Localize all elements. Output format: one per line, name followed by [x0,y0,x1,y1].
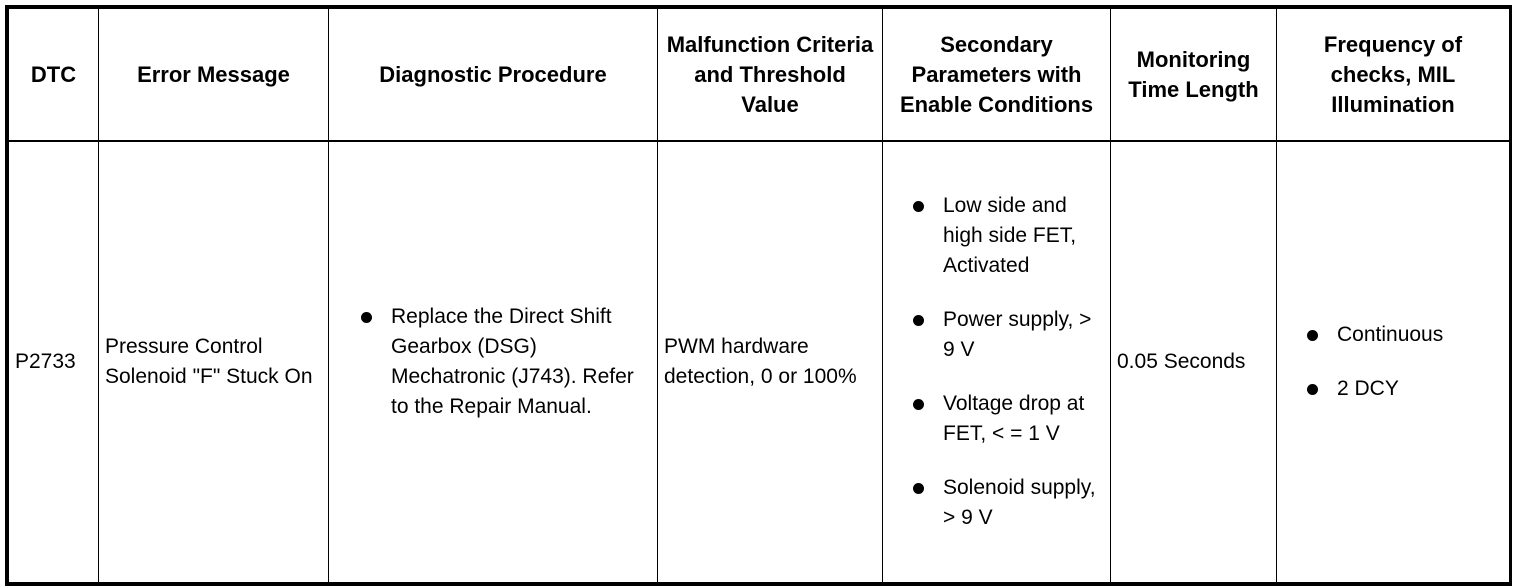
cell-malfunction-criteria: PWM hardware detection, 0 or 100% [658,141,883,583]
cell-dtc: P2733 [9,141,99,583]
list-item: Power supply, > 9 V [899,305,1104,365]
list-item: Voltage drop at FET, < = 1 V [899,389,1104,449]
list-item: Solenoid supply, > 9 V [899,473,1104,533]
list-item: Low side and high side FET, Activated [899,191,1104,281]
cell-diagnostic-procedure [329,141,658,583]
header-secondary-parameters: Secondary Parameters with Enable Conditions [883,9,1111,142]
list-item: Replace the Direct Shift Gearbox (DSG) Mechatronic (J743). Refer to the Repair Manual. [347,302,651,422]
cell-monitoring-time: 0.05 Seconds [1111,141,1277,583]
header-dtc: DTC [9,9,99,142]
header-diagnostic-procedure: Diagnostic Procedure [329,9,658,142]
cell-error-message: Pressure Control Solenoid "F" Stuck On [99,141,329,583]
cell-secondary-parameters [883,141,1111,583]
secondary-parameters-list [889,191,1104,533]
header-frequency: Frequency of checks, MIL Illumination [1277,9,1510,142]
header-monitoring-time: Monitoring Time Length [1111,9,1277,142]
dtc-table-frame [5,5,1512,586]
header-malfunction-criteria: Malfunction Criteria and Threshold Value [658,9,883,142]
diagnostic-procedure-list [335,302,651,422]
dtc-table [8,8,1510,583]
header-error-message: Error Message [99,9,329,142]
table-row [9,141,1510,583]
frequency-list [1283,320,1503,404]
header-row [9,9,1510,142]
list-item: 2 DCY [1293,374,1503,404]
list-item: Continuous [1293,320,1503,350]
cell-frequency [1277,141,1510,583]
